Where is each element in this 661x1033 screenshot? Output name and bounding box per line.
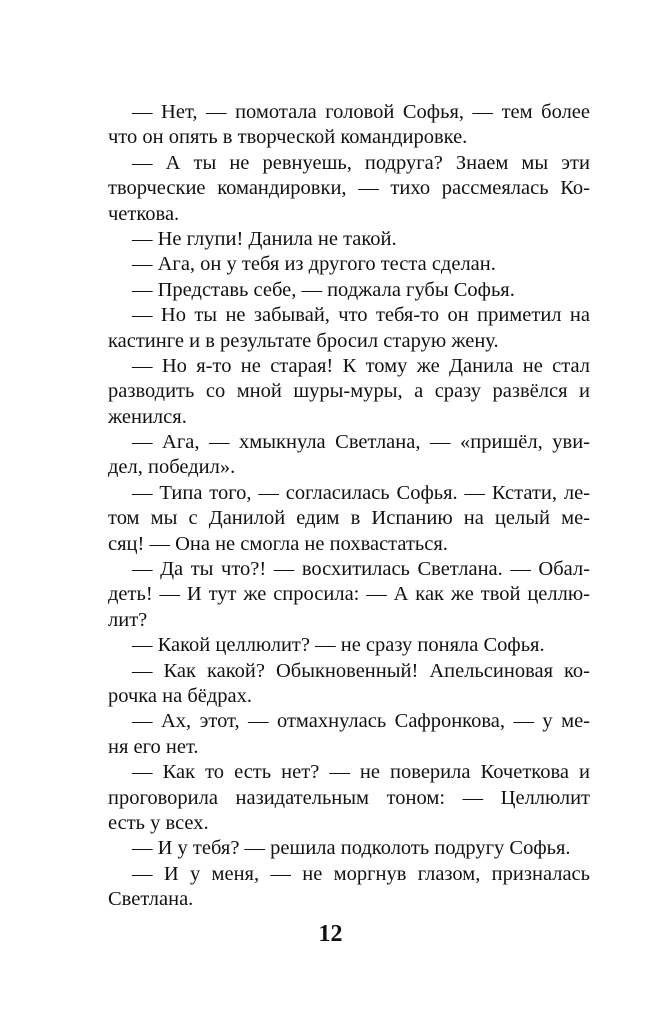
text-line: — Да ты что?! — восхитилась Светлана. — Обал- <box>132 558 590 581</box>
text-line: проговорила назидательным тоном: — Целлюлит <box>108 786 590 809</box>
page-number: 12 <box>318 921 343 947</box>
text-line: есть у всех. <box>108 811 209 834</box>
text-line: разводить со мной шуры-муры, а сразу развёлся и <box>108 380 590 403</box>
text-line: — Ага, — хмыкнула Светлана, — «пришёл, уви- <box>132 431 590 454</box>
text-line: — И у тебя? — решила подколоть подругу Софья. <box>132 837 571 860</box>
text-line: Светлана. <box>108 888 194 911</box>
text-line: рочка на бёдрах. <box>108 684 253 707</box>
text-line: — Представь себе, — поджала губы Софья. <box>132 278 515 301</box>
text-line: — Как то есть нет? — не поверила Кочеткова и <box>132 761 590 784</box>
text-line: дел, победил». <box>108 456 236 479</box>
text-line: творческие командировки, — тихо рассмеялась Ко- <box>108 177 590 200</box>
text-line: лит? <box>108 608 148 631</box>
text-line: — Нет, — помотала головой Софья, — тем более <box>132 101 590 123</box>
text-line: том мы с Данилой едим в Испанию на целый ме- <box>108 507 590 530</box>
text-line: — Какой целлюлит? — не сразу поняла Софья. <box>132 634 545 657</box>
text-line: — Но ты не забывай, что тебя-то он приметил на <box>132 304 590 327</box>
text-line: деть! — И тут же спросила: — А как же твой целлю- <box>108 583 590 606</box>
text-line: — Ага, он у тебя из другого теста сделан. <box>132 253 496 276</box>
text-line: ня его нет. <box>108 735 199 758</box>
text-line: — Но я-то не старая! К тому же Данила не стал <box>132 354 590 377</box>
text-line: сяц! — Она не смогла не похвастаться. <box>108 532 448 555</box>
text-line: — Не глупи! Данила не такой. <box>132 227 397 250</box>
text-line: — И у меня, — не моргнув глазом, призналась <box>132 862 590 885</box>
body-text <box>108 100 590 913</box>
text-line: — Как какой? Обыкновенный! Апельсиновая ко- <box>132 659 590 682</box>
text-line: женился. <box>108 405 187 428</box>
text-line: — А ты не ревнуешь, подруга? Знаем мы эти <box>132 151 590 174</box>
text-line: — Ах, этот, — отмахнулась Сафронкова, — у ме- <box>132 710 590 733</box>
text-line: кастинге и в результате бросил старую жену. <box>108 329 499 352</box>
text-line: что он опять в творческой командировке. <box>108 126 468 149</box>
text-line: — Типа того, — согласилась Софья. — Кстати, ле- <box>132 481 590 504</box>
text-line: четкова. <box>108 202 180 225</box>
